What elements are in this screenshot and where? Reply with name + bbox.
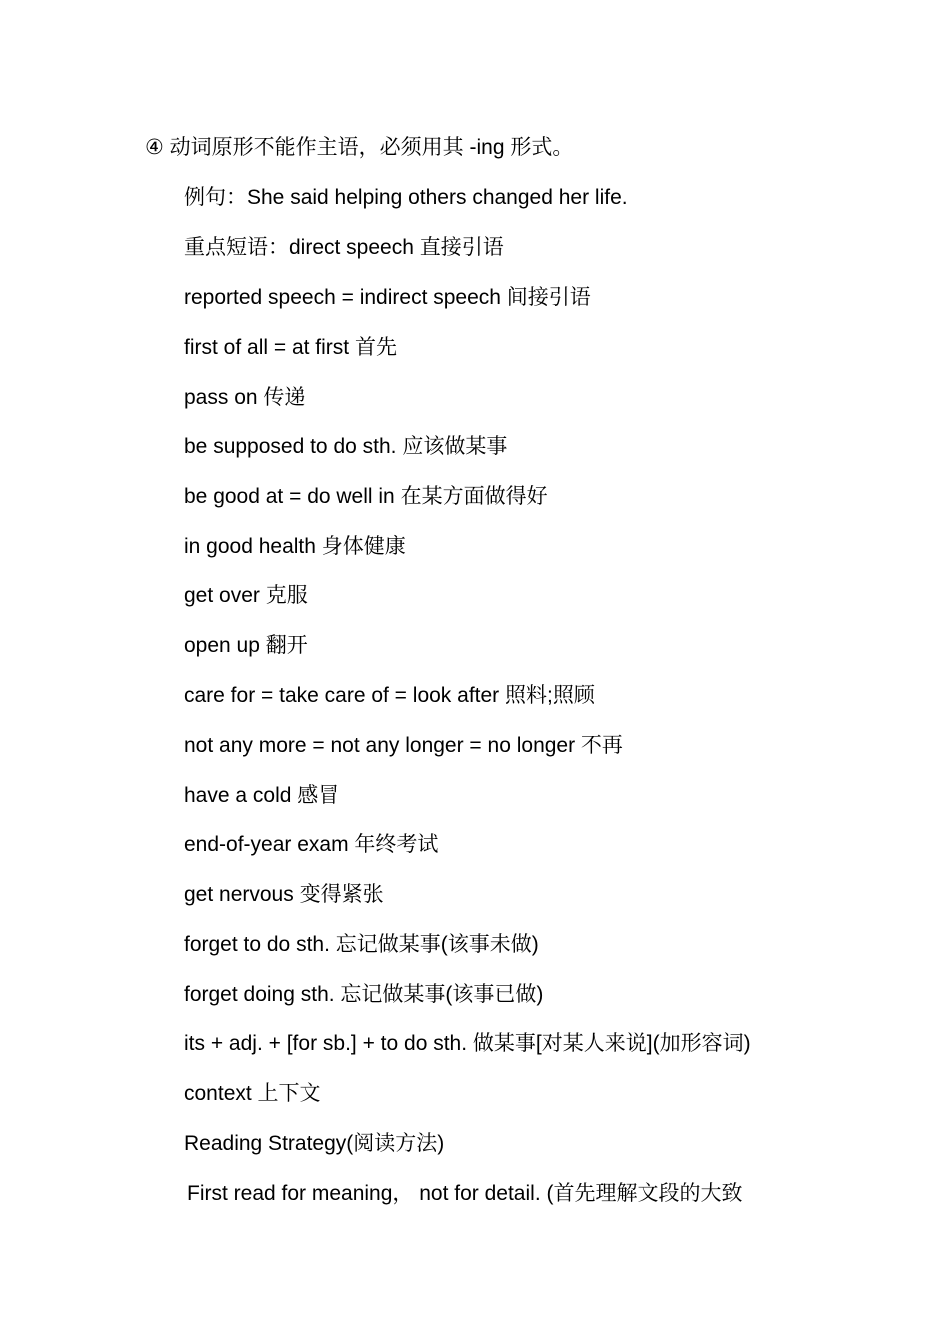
phrase-line: open up 翻开 — [184, 634, 308, 657]
phrase-line: in good health 身体健康 — [184, 535, 406, 558]
reading-strategy-heading: Reading Strategy(阅读方法) — [184, 1132, 445, 1155]
phrase-line: pass on 传递 — [184, 386, 306, 409]
phrase-line: its + adj. + [for sb.] + to do sth. 做某事[对某人来说](加形容词) — [184, 1032, 751, 1055]
phrase-line: be supposed to do sth. 应该做某事 — [184, 435, 508, 458]
phrase-line: context 上下文 — [184, 1082, 321, 1105]
rule-heading: ④ 动词原形不能作主语，必须用其 -ing 形式。 — [145, 136, 574, 159]
phrase-line: care for = take care of = look after 照料;照顾 — [184, 684, 595, 707]
phrase-line: have a cold 感冒 — [184, 784, 340, 807]
phrase-line: get over 克服 — [184, 584, 308, 607]
example-sentence: 例句：She said helping others changed her life. — [184, 186, 628, 209]
phrase-line: get nervous 变得紧张 — [184, 883, 384, 906]
phrase-line: first of all = at first 首先 — [184, 336, 397, 359]
phrase-line: be good at = do well in 在某方面做得好 — [184, 485, 548, 508]
phrase-line: forget to do sth. 忘记做某事(该事未做) — [184, 933, 539, 956]
phrase-line: forget doing sth. 忘记做某事(该事已做) — [184, 983, 544, 1006]
phrase-line: end-of-year exam 年终考试 — [184, 833, 439, 856]
phrases-intro: 重点短语：direct speech 直接引语 — [184, 236, 504, 259]
strategy-line: First read for meaning， not for detail. (首先理解文段的大致 — [187, 1182, 743, 1205]
phrase-line: reported speech = indirect speech 间接引语 — [184, 286, 591, 309]
phrase-line: not any more = not any longer = no longer 不再 — [184, 734, 623, 757]
